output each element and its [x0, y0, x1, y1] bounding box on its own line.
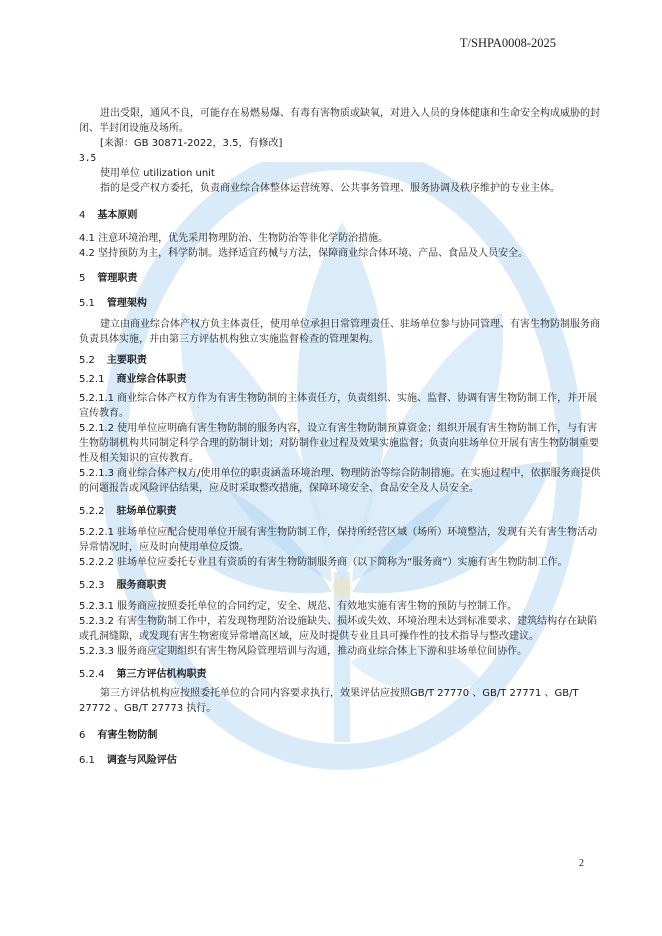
subsection-title: 调查与风险评估: [106, 755, 177, 766]
subsection-heading: [79, 753, 601, 768]
section-heading: [79, 208, 601, 223]
subsection-number: 5.1: [79, 298, 95, 309]
clause: 5.2.2.2 驻场单位应委托专业且有资质的有害生物防制服务商（以下简称为“服务商”）实施有害生物防制工作。: [79, 557, 568, 568]
paragraph: 进出受限，通风不良，可能存在易燃易爆、有毒有害物质或缺氧，对进入人员的身体健康和生命安全构成威胁的封闭、半封闭设施及场所。: [79, 108, 600, 134]
source-citation: [来源：GB 30871-2022，3.5，有修改]: [100, 138, 283, 149]
clause: 5.2.1.2 使用单位应明确有害生物防制的服务内容，设立有害生物防制预算资金；组织开展有害生物防制工作，与有害生物防制机构共同制定科学合理的防制计划；对防制作业过程及效果实施监督；负责向驻场单位开展有害生物防制重要性及相关知识的宣传教育。: [79, 423, 599, 464]
subsection-heading: [79, 296, 601, 311]
clause: 5.2.3.1 服务商应按照委托单位的合同约定，安全、规范、有效地实施有害生物的预防与控制工作。: [79, 601, 518, 612]
clause: 5.2.2.1 驻场单位应配合使用单位开展有害生物防制工作，保持所经营区域（场所）环境整洁，发现有关有害生物活动异常情况时，应及时向使用单位反馈。: [79, 527, 598, 553]
clause: 4.1 注意环境治理，优先采用物理防治、生物防治等非化学防治措施。: [79, 233, 389, 244]
subsection-title: 服务商职责: [116, 580, 167, 591]
section-title: 基本原则: [97, 210, 138, 221]
page-number: 2: [579, 858, 584, 869]
subsection-number: 5.2: [79, 355, 95, 366]
subsection-title: 主要职责: [106, 355, 147, 366]
subsection-heading: [79, 504, 601, 519]
subsection-title: 管理架构: [106, 298, 147, 309]
subsection-heading: [79, 372, 601, 387]
subsection-title: 第三方评估机构职责: [116, 669, 207, 680]
term-number: 3.5: [79, 153, 97, 164]
subsection-heading: [79, 667, 601, 682]
clause: 5.2.3.3 服务商应定期组织有害生物风险管理培训与沟通，推动商业综合体上下游和驻场单位间协作。: [79, 646, 528, 657]
subsection-title: 驻场单位职责: [116, 506, 177, 517]
subsection-number: 5.2.3: [79, 580, 105, 591]
subsection-number: 6.1: [79, 755, 95, 766]
subsection-number: 5.2.1: [79, 374, 105, 385]
section-number: 5: [79, 273, 86, 284]
clause: 5.2.3.2 有害生物防制工作中，若发现物理防治设施缺失、损坏或失效、环境治理未达到标准要求、建筑结构存在缺陷或孔洞缝隙，或发现有害生物密度异常增高区域，应及时提供专业且具可操作性的技术指导与整改建议。: [79, 616, 598, 642]
section-heading: [79, 728, 601, 743]
section-title: 有害生物防制: [97, 730, 158, 741]
clause: 5.2.1.1 商业综合体产权方作为有害生物防制的主体责任方，负责组织、实施、监督、协调有害生物防制工作，并开展宣传教育。: [79, 393, 598, 419]
document-body: [79, 106, 601, 768]
subsection-number: 5.2.4: [79, 669, 105, 680]
section-number: 4: [79, 210, 86, 221]
term-definition: 指的是受产权方委托，负责商业综合体整体运营统筹、公共事务管理、服务协调及秩序维护的专业主体。: [100, 183, 560, 194]
term-heading: 使用单位 utilization unit: [100, 168, 215, 179]
subsection-heading: [79, 353, 601, 368]
section-title: 管理职责: [97, 273, 138, 284]
section-number: 6: [79, 730, 86, 741]
paragraph: 第三方评估机构应按照委托单位的合同内容要求执行，效果评估应按照GB/T 27770 、GB/T 27771 、GB/T 27772 、GB/T 27773 执行。: [79, 688, 579, 714]
subsection-title: 商业综合体职责: [116, 374, 187, 385]
paragraph: 建立由商业综合体产权方负主体责任，使用单位承担日常管理责任、驻场单位参与协同管理、有害生物防制服务商负责具体实施，并由第三方评估机构独立实施监督检查的管理架构。: [79, 319, 600, 345]
clause: 4.2 坚持预防为主，科学防制。选择适宜药械与方法，保障商业综合体环境、产品、食品及人员安全。: [79, 248, 529, 259]
clause: 5.2.1.3 商业综合体产权方/使用单位的职责涵盖环境治理、物理防治等综合防制措施。在实施过程中，依据服务商提供的问题报告或风险评估结果，应及时采取整改措施，保障环境安全、食品安全及人员安全。: [79, 468, 601, 494]
subsection-number: 5.2.2: [79, 506, 105, 517]
document-code: T/SHPA0008-2025: [459, 36, 556, 50]
section-heading: [79, 271, 601, 286]
subsection-heading: [79, 578, 601, 593]
